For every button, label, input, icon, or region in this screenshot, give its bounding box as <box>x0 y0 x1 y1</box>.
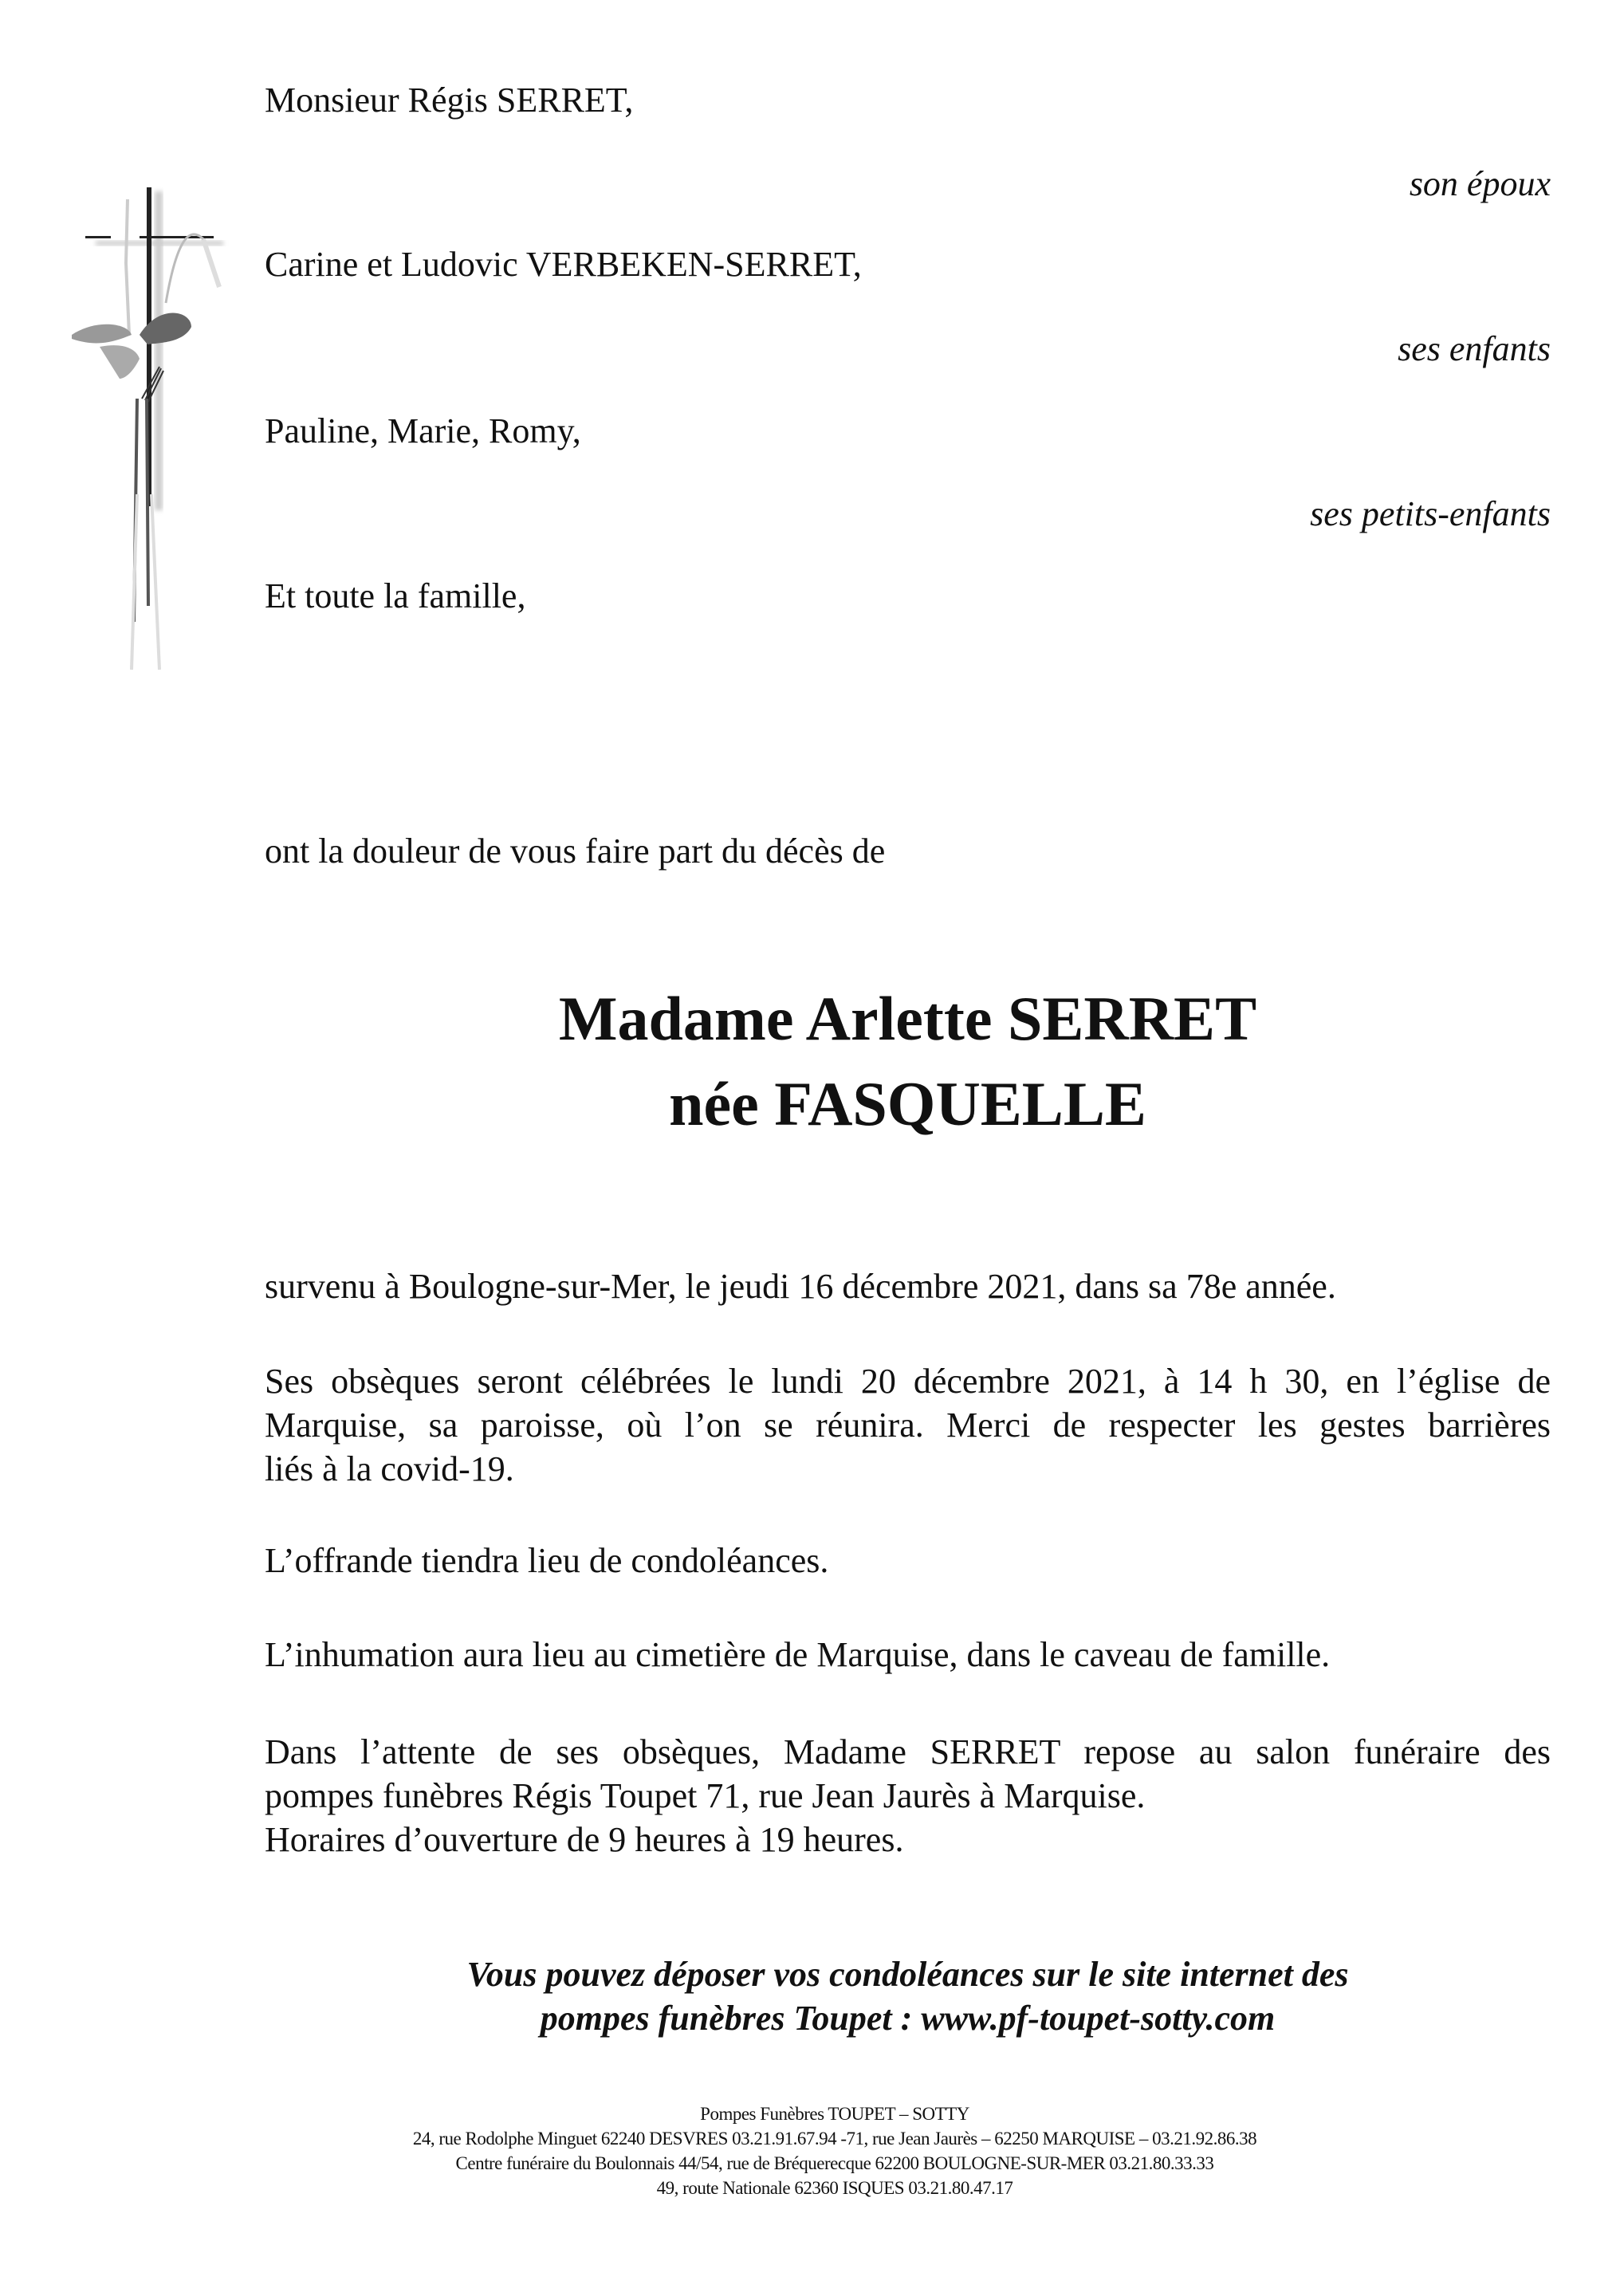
relation-spouse: son époux <box>1409 164 1551 203</box>
footer-address: 24, rue Rodolphe Minguet 62240 DESVRES 03.21.91.67.94 -71, rue Jean Jaurès – 62250 MARQUISE – 03.21.92.86.38 <box>412 2129 1257 2149</box>
condolences-website-line[interactable]: pompes funèbres Toupet : www.pf-toupet-sotty.com <box>540 1999 1276 2038</box>
funeral-line: Marquise, sa paroisse, où l’on se réunira. Merci de respecter les gestes barrières <box>265 1406 1551 1445</box>
death-paragraph: survenu à Boulogne-sur-Mer, le jeudi 16 décembre 2021, dans sa 78e année. <box>265 1267 1336 1306</box>
family-member-children: Carine et Ludovic VERBEKEN-SERRET, <box>265 245 862 284</box>
condolences-line: Vous pouvez déposer vos condoléances sur le site internet des <box>466 1955 1349 1994</box>
family-member-all: Et toute la famille, <box>265 576 526 615</box>
family-member-grandchildren: Pauline, Marie, Romy, <box>265 411 581 450</box>
viewing-paragraph <box>265 1730 1551 1862</box>
funeral-line: Ses obsèques seront célébrées le lundi 20 décembre 2021, à 14 h 30, en l’église de <box>265 1362 1551 1401</box>
intro-text: ont la douleur de vous faire part du décès de <box>265 832 886 871</box>
cross-lily-illustration <box>48 175 255 694</box>
burial-paragraph: L’inhumation aura lieu au cimetière de Marquise, dans le caveau de famille. <box>265 1635 1331 1674</box>
offering-paragraph: L’offrande tiendra lieu de condoléances. <box>265 1541 829 1580</box>
deceased-name: Madame Arlette SERRET <box>558 984 1257 1053</box>
viewing-line: pompes funèbres Régis Toupet 71, rue Jean Jaurès à Marquise. <box>265 1776 1146 1815</box>
family-member-spouse: Monsieur Régis SERRET, <box>265 81 634 120</box>
funeral-home-footer <box>113 2101 1556 2200</box>
footer-address: 49, route Nationale 62360 ISQUES 03.21.80.47.17 <box>656 2178 1013 2198</box>
footer-address: Centre funéraire du Boulonnais 44/54, rue de Bréquerecque 62200 BOULOGNE-SUR-MER 03.21.80.33.33 <box>455 2153 1214 2173</box>
footer-company: Pompes Funèbres TOUPET – SOTTY <box>700 2104 969 2124</box>
funeral-paragraph <box>265 1359 1551 1491</box>
viewing-line: Dans l’attente de ses obsèques, Madame SERRET repose au salon funéraire des <box>265 1732 1551 1771</box>
viewing-line: Horaires d’ouverture de 9 heures à 19 heures. <box>265 1820 904 1859</box>
relation-children: ses enfants <box>1398 329 1551 368</box>
funeral-line: liés à la covid-19. <box>265 1449 514 1488</box>
relation-grandchildren: ses petits-enfants <box>1310 494 1551 533</box>
deceased-maiden-name: née FASQUELLE <box>669 1069 1146 1138</box>
